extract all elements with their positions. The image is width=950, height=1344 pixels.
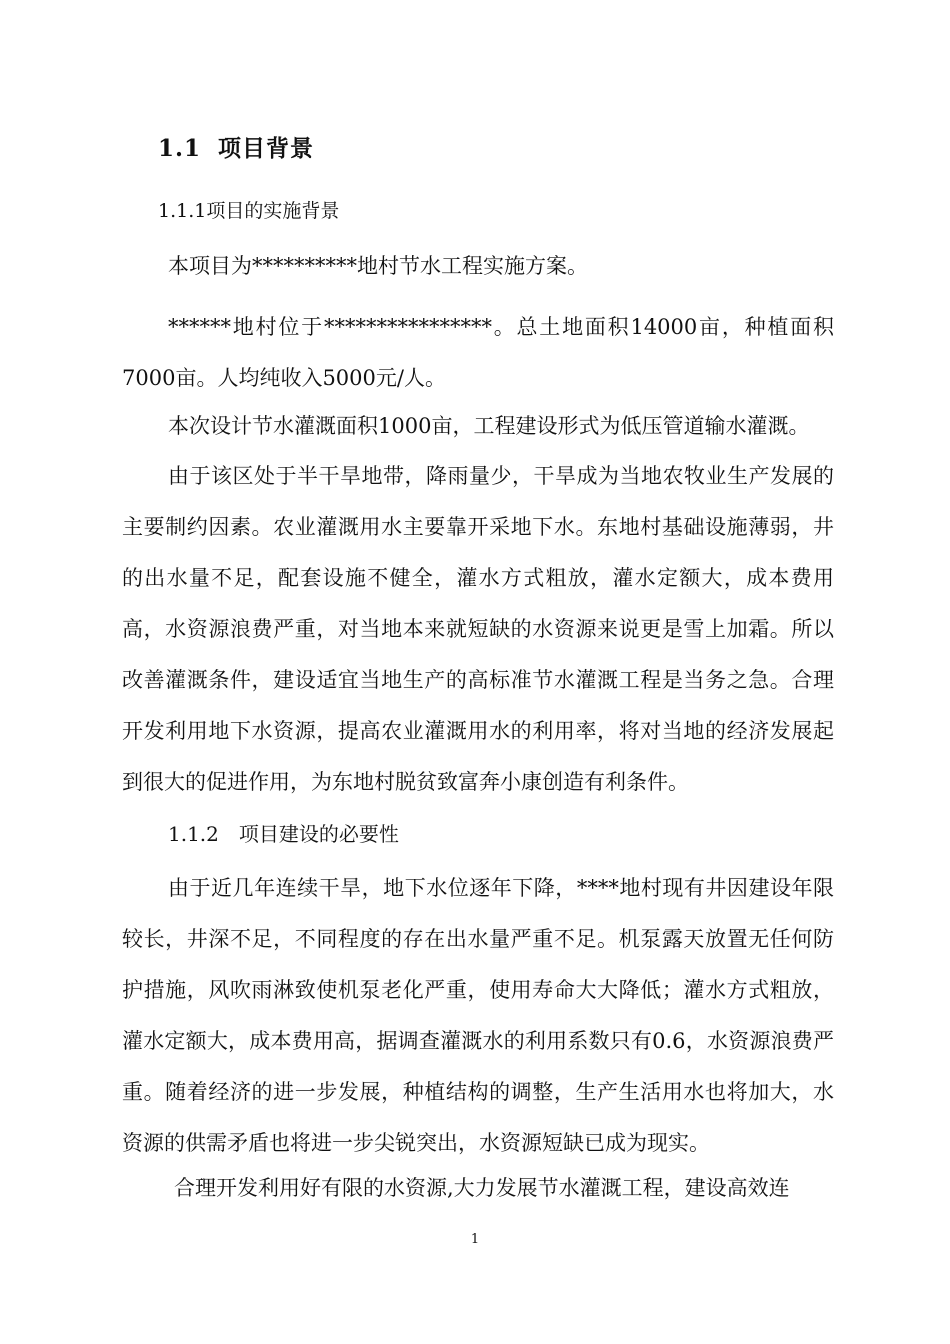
paragraph-1: 本项目为**********地村节水工程实施方案。: [168, 254, 588, 278]
subsection-heading-2: 1.1.2 项目建设的必要性: [168, 822, 399, 846]
section-title: 项目背景: [218, 135, 314, 162]
subsection-heading-1: 1.1.1项目的实施背景: [158, 200, 340, 222]
page-number: 1: [470, 1232, 480, 1247]
paragraph-6: 合理开发利用好有限的水资源,大力发展节水灌溉工程，建设高效连: [174, 1176, 790, 1200]
section-heading: [158, 130, 314, 163]
section-number: 1.1: [158, 135, 202, 162]
paragraph-4: 由于该区处于半干旱地带，降雨量少，干旱成为当地农牧业生产发展的主要制约因素。农业灌溉用水主要靠开采地下水。东地村基础设施薄弱，井的出水量不足，配套设施不健全，灌水方式粗放，灌水定额大，成本费用高，水资源浪费严重，对当地本来就短缺的水资源来说更是雪上加霜。所以改善灌溉条件，建设适宜当地生产的高标准节水灌溉工程是当务之急。合理开发利用地下水资源，提高农业灌溉用水的利用率，将对当地的经济发展起到很大的促进作用，为东地村脱贫致富奔小康创造有利条件。: [122, 464, 834, 794]
paragraph-2: ******地村位于****************。总土地面积14000亩，种植面积7000亩。人均纯收入5000元/人。: [122, 315, 834, 390]
paragraph-5: 由于近几年连续干旱，地下水位逐年下降，****地村现有井因建设年限较长，井深不足，不同程度的存在出水量严重不足。机泵露天放置无任何防护措施，风吹雨淋致使机泵老化严重，使用寿命大大降低；灌水方式粗放，灌水定额大，成本费用高，据调查灌溉水的利用系数只有0.6，水资源浪费严重。随着经济的进一步发展，种植结构的调整，生产生活用水也将加大，水资源的供需矛盾也将进一步尖锐突出，水资源短缺已成为现实。: [122, 876, 834, 1155]
paragraph-3: 本次设计节水灌溉面积1000亩，工程建设形式为低压管道输水灌溉。: [168, 414, 810, 438]
